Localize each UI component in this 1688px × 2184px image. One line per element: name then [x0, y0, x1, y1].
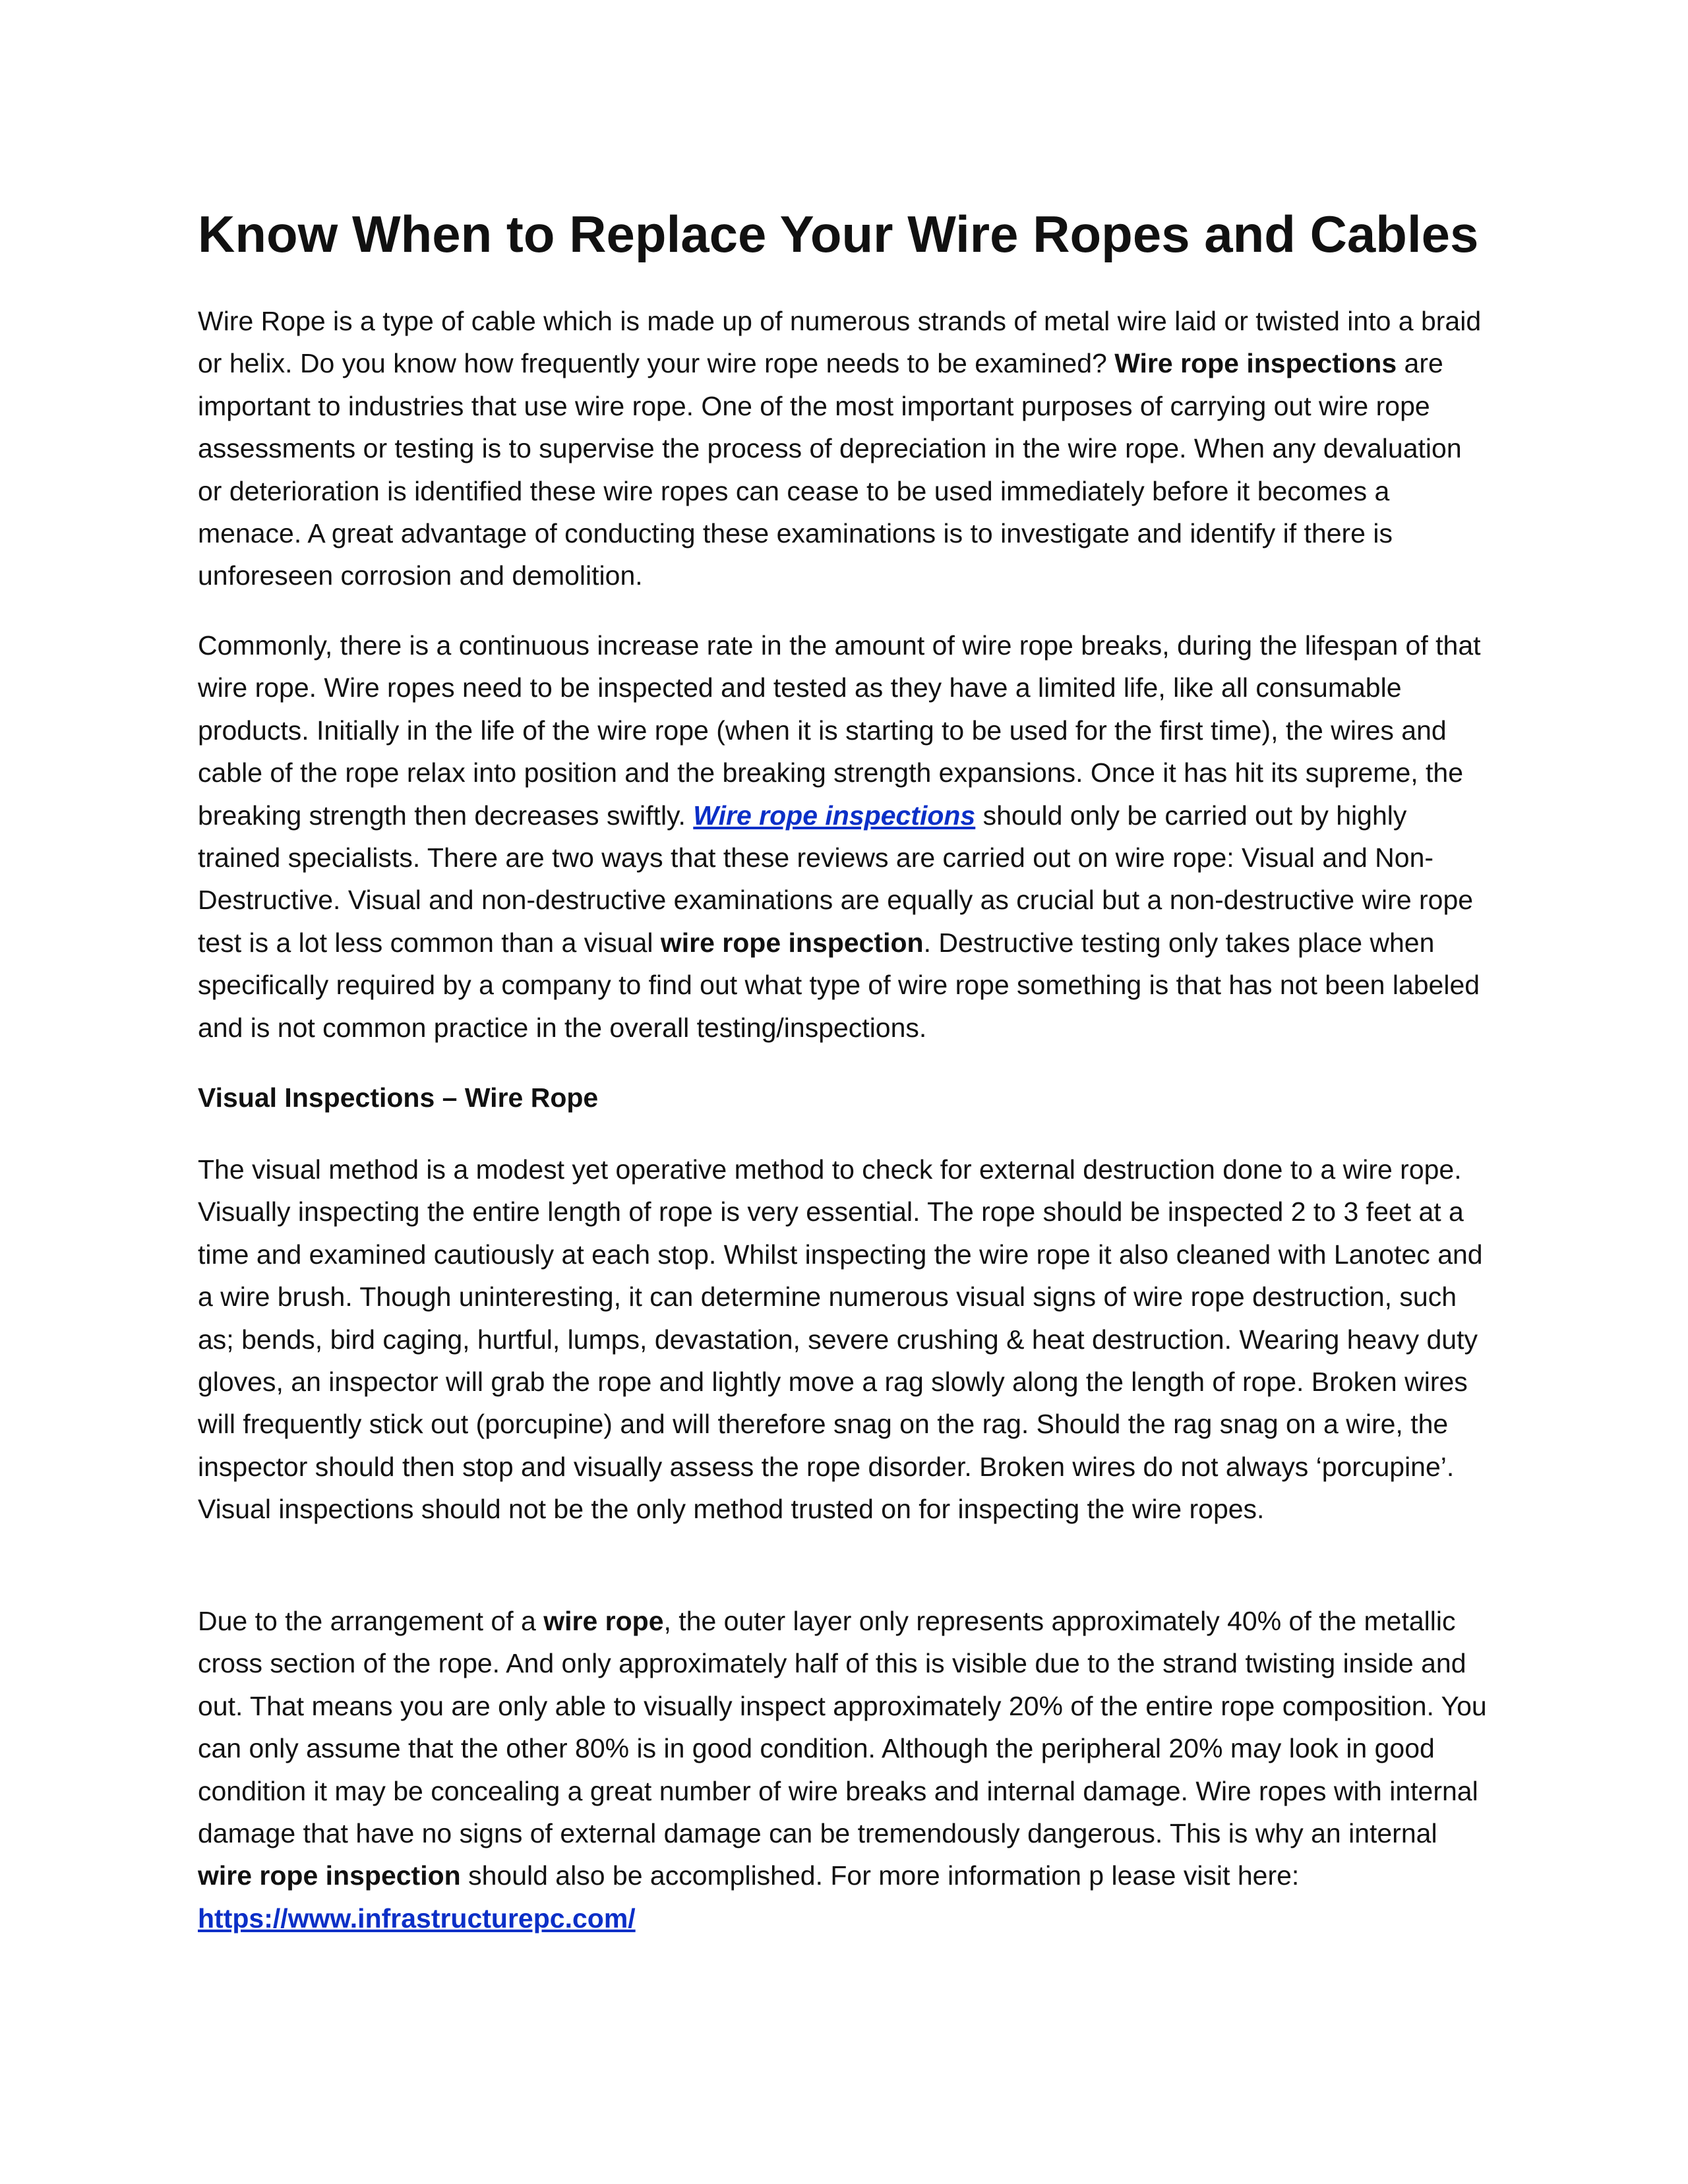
paragraph-text: Commonly, there is a continuous increase rate in the amount of wire rope breaks, during the lifespan of that wire rope. Wire ropes need to be inspected and tested as they have a limited life, like all consumable products. Initially in the life of the wire rope (when it is starting to be used for the first time), the wires and cable of the rope relax into position and the breaking strength expansions. Once it has hit its supreme, the breaking strength then decreases swiftly.	[198, 630, 1481, 831]
paragraph-text: , the outer layer only represents approximately 40% of the metallic cross section of the rope. And only approximately half of this is visible due to the strand twisting inside and out. That means you are only able to visually inspect approximately 20% of the entire rope composition. You can only assume that the other 80% is in good condition. Although the peripheral 20% may look in good condition it may be concealing a great number of wire breaks and internal damage. Wire ropes with internal damage that have no signs of external damage can be tremendously dangerous. This is why an internal	[198, 1606, 1487, 1849]
document-title: Know When to Replace Your Wire Ropes and Cables	[198, 205, 1479, 263]
paragraph-text: Wire Rope is a type of cable which is made up of numerous strands of metal wire laid or twisted into a braid or helix. Do you know how frequently your wire rope needs to be examined?	[198, 306, 1482, 379]
bold-term: wire rope	[543, 1606, 664, 1636]
paragraph-lifespan	[198, 624, 1490, 1049]
infrastructurepc-url-link[interactable]: https://www.infrastructurepc.com/	[198, 1903, 636, 1933]
section-heading: Visual Inspections – Wire Rope	[198, 1082, 599, 1113]
bold-term: Wire rope inspections	[1114, 348, 1397, 379]
bold-term: wire rope inspection	[198, 1860, 461, 1891]
paragraph-intro	[198, 300, 1490, 597]
document-page	[198, 0, 1490, 2184]
paragraph-visual-method	[198, 1148, 1490, 1531]
bold-term: wire rope inspection	[660, 927, 924, 958]
paragraph-arrangement	[198, 1600, 1490, 1939]
paragraph-text: . Destructive testing only takes place when specifically required by a company to find out what type of wire rope something is that has not been labeled and is not common practice in the overall testing/inspections.	[198, 927, 1480, 1043]
paragraph-text: are important to industries that use wire rope. One of the most important purposes of carrying out wire rope assessments or testing is to supervise the process of depreciation in the wire rope. When any devaluation or deterioration is identified these wire ropes can cease to be used immediately before it becomes a menace. A great advantage of conducting these examinations is to investigate and identify if there is unforeseen corrosion and demolition.	[198, 348, 1462, 591]
paragraph-text: should also be accomplished. For more information p lease visit here:	[460, 1860, 1300, 1891]
wire-rope-inspections-link[interactable]: Wire rope inspections	[693, 800, 976, 831]
paragraph-text: Due to the arrangement of a	[198, 1606, 544, 1636]
paragraph-text: should only be carried out by highly trained specialists. There are two ways that these reviews are carried out on wire rope: Visual and Non-Destructive. Visual and non-destructive examinations are equally as crucial but a non-destructive wire rope test is a lot less common than a visual	[198, 800, 1474, 958]
paragraph-text: The visual method is a modest yet operative method to check for external destruction done to a wire rope. Visually inspecting the entire length of rope is very essential. The rope should be inspected 2 to 3 feet at a time and examined cautiously at each stop. Whilst inspecting the wire rope it also cleaned with Lanotec and a wire brush. Though uninteresting, it can determine numerous visual signs of wire rope destruction, such as; bends, bird caging, hurtful, lumps, devastation, severe crushing & heat destruction. Wearing heavy duty gloves, an inspector will grab the rope and lightly move a rag slowly along the length of rope. Broken wires will frequently stick out (porcupine) and will therefore snag on the rag. Should the rag snag on a wire, the inspector should then stop and visually assess the rope disorder. Broken wires do not always ‘porcupine’. Visual inspections should not be the only method trusted on for inspecting the wire ropes.	[198, 1154, 1483, 1525]
